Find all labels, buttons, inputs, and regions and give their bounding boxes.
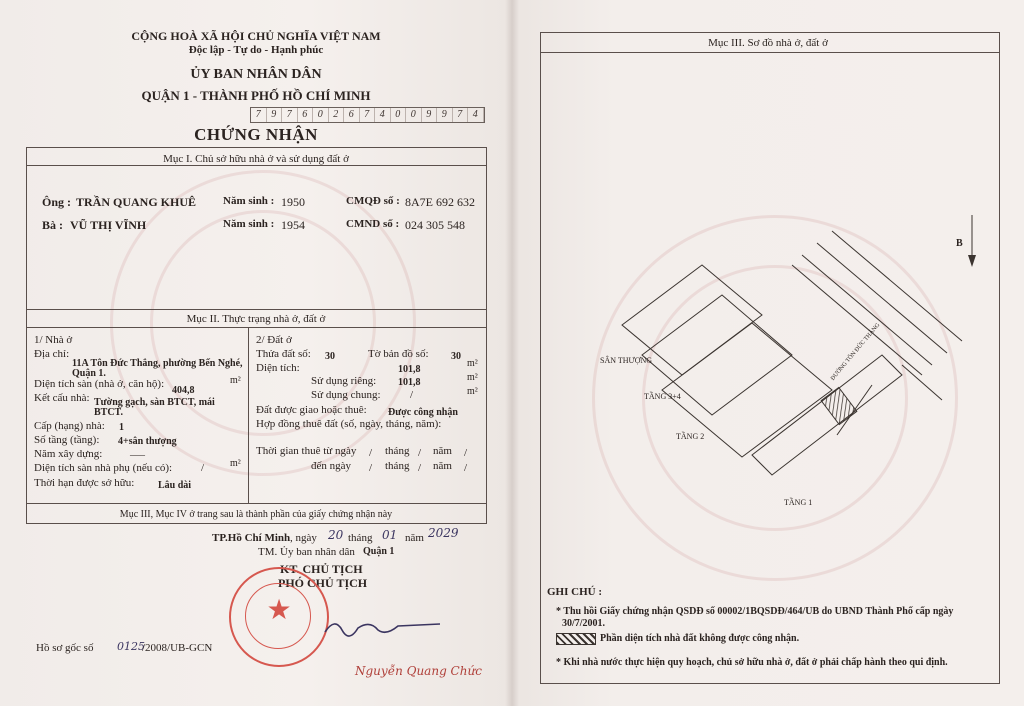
serial-digit: 0 (391, 108, 407, 122)
record-label: Hồ sơ gốc số (36, 642, 94, 654)
owner1-birth-label: Năm sinh : (223, 195, 275, 207)
floor-area-unit: m² (230, 375, 241, 386)
land-title: 2/ Đất ở (256, 334, 292, 346)
vice-chairman: PHÓ CHỦ TỊCH (278, 576, 368, 590)
owner2-id: 024 305 548 (405, 218, 465, 232)
structure-value-2: BTCT. (94, 407, 123, 418)
aux-area-value: / (201, 462, 205, 474)
sign-month: 01 (382, 528, 398, 542)
sign-year: 2029 (428, 526, 459, 540)
note-3: * Khi nhà nước thực hiện quy hoạch, chủ sở hữu nhà ở, đất ở phải chấp hành theo qui định. (556, 657, 948, 668)
serial-digit: 7 (282, 108, 298, 122)
lease-from-label: Thời gian thuê từ ngày (256, 445, 357, 457)
sign-year-label: năm (405, 532, 424, 544)
lease-from-month: / (418, 447, 422, 459)
serial-digit: 6 (344, 108, 360, 122)
signer-name: Nguyễn Quang Chức (355, 664, 482, 678)
district-title: QUẬN 1 - THÀNH PHỐ HỒ CHÍ MINH (141, 88, 371, 103)
grade-value: 1 (119, 422, 124, 433)
floor34-label: TẦNG 3+4 (644, 392, 681, 401)
owner2-birth: 1954 (281, 218, 305, 232)
note-1-cont: 30/7/2001. (562, 618, 606, 629)
serial-digit: 0 (313, 108, 329, 122)
term-label: Thời hạn được sở hữu: (34, 477, 135, 489)
kt-chairman: KT. CHỦ TỊCH (280, 562, 363, 576)
address-value: 11A Tôn Đức Thắng, phường Bến Nghé, (72, 358, 243, 369)
map-sheet-value: 30 (451, 351, 461, 362)
tm-committee: TM. Ủy ban nhân dân (258, 546, 355, 558)
floors-value: 4+sân thượng (118, 436, 177, 447)
owner2-name: VŨ THỊ VĨNH (70, 218, 147, 232)
note-2: Phần diện tích nhà đất không được công nhận. (600, 633, 800, 644)
lease-to-year: / (464, 462, 468, 474)
year-built-value: ___ (130, 446, 145, 457)
section3-heading: Mục III. Sơ đồ nhà ở, đất ở (708, 37, 828, 49)
sign-date-prefix: , ngày (290, 532, 317, 544)
plot-value: 30 (325, 351, 335, 362)
country-name: CỘNG HOÀ XÃ HỘI CHỦ NGHĨA VIỆT NAM (131, 29, 381, 43)
lease-to-year-label: năm (433, 460, 452, 472)
street-label: ĐƯỜNG TÔN ĐỨC THẮNG (830, 322, 882, 382)
lease-from-day: / (369, 447, 373, 459)
aux-area-unit: m² (230, 458, 241, 469)
serial-digit: 0 (406, 108, 422, 122)
land-area-label: Diện tích: (256, 362, 300, 374)
address-value-2: Quận 1. (72, 368, 106, 379)
plot-label: Thửa đất số: (256, 348, 311, 360)
owner1-birth: 1950 (281, 195, 305, 209)
serial-digit: 7 (453, 108, 469, 122)
certificate-title: CHỨNG NHẬN (194, 125, 318, 144)
authority: ỦY BAN NHÂN DÂN (190, 67, 322, 82)
lease-to-month-label: tháng (385, 460, 410, 472)
official-red-stamp: ★ (229, 567, 329, 667)
floor-area-value: 404,8 (172, 385, 195, 396)
page-fold (505, 0, 519, 706)
owner2-prefix: Bà : (42, 218, 63, 232)
owner1-prefix: Ông : (42, 195, 72, 209)
floors-label: Số tầng (tầng): (34, 434, 100, 446)
lease-contract-label: Hợp đồng thuê đất (số, ngày, tháng, năm): (256, 418, 442, 430)
structure-value: Tường gạch, sàn BTCT, mái (94, 397, 215, 408)
floor2-label: TẦNG 2 (676, 432, 705, 441)
hatch-legend-swatch (556, 633, 596, 645)
serial-digit: 6 (298, 108, 314, 122)
serial-digit: 4 (468, 108, 484, 122)
term-value: Lâu dài (158, 480, 192, 491)
land-area-value: 101,8 (398, 364, 421, 375)
serial-digit: 4 (375, 108, 391, 122)
land-area-unit: m² (467, 358, 478, 369)
record-suffix: /2008/UB-GCN (142, 642, 213, 654)
rooftop-label: SÂN THƯỢNG (600, 356, 653, 365)
lease-from-month-label: tháng (385, 445, 410, 457)
shared-use-value: / (410, 389, 414, 401)
serial-digit: 7 (360, 108, 376, 122)
floor1-label: TẦNG 1 (784, 498, 813, 507)
serial-digit: 9 (267, 108, 283, 122)
owner1-id: 8A7E 692 632 (405, 195, 475, 209)
serial-digit: 9 (437, 108, 453, 122)
north-arrow-label: B (956, 238, 963, 249)
sign-day: 20 (328, 528, 344, 542)
certificate-right-page (512, 0, 1024, 706)
serial-digit: 2 (329, 108, 345, 122)
aux-area-label: Diện tích sàn nhà phụ (nếu có): (34, 462, 173, 474)
allocation-value: Được công nhận (388, 407, 458, 418)
lease-to-day: / (369, 462, 373, 474)
house-title: 1/ Nhà ở (34, 334, 73, 346)
floor-plan-diagram (602, 205, 982, 510)
continuation-note: Mục III, Mục IV ở trang sau là thành phần của giấy chứng nhận này (119, 509, 393, 520)
motto: Độc lập - Tự do - Hạnh phúc (188, 44, 324, 56)
serial-number (250, 107, 485, 123)
notes-title: GHI CHÚ : (547, 586, 602, 598)
structure-label: Kết cấu nhà: (34, 392, 90, 404)
owner2-id-label: CMND số : (346, 218, 400, 230)
record-number: 0125 (117, 640, 145, 653)
floor-area-label: Diện tích sàn (nhà ở, căn hộ): (34, 378, 165, 390)
private-use-label: Sử dụng riêng: (311, 375, 377, 387)
shared-use-unit: m² (467, 386, 478, 397)
owner1-name: TRẦN QUANG KHUÊ (76, 195, 197, 209)
section1-heading: Mục I. Chủ sở hữu nhà ở và sử dụng đất ở (163, 153, 349, 165)
grade-label: Cấp (hạng) nhà: (34, 420, 105, 432)
private-use-unit: m² (467, 372, 478, 383)
shared-use-label: Sử dụng chung: (311, 389, 381, 401)
allocation-label: Đất được giao hoặc thuê: (256, 404, 367, 416)
serial-digit: 9 (422, 108, 438, 122)
lease-from-year-label: năm (433, 445, 452, 457)
private-use-value: 101,8 (398, 377, 421, 388)
owner1-id-label: CMQĐ số : (346, 195, 400, 207)
map-sheet-label: Tờ bản đồ số: (368, 348, 429, 360)
tm-district: Quận 1 (363, 546, 395, 557)
sign-place: TP.Hồ Chí Minh (212, 532, 291, 544)
section2-heading: Mục II. Thực trạng nhà ở, đất ở (186, 313, 326, 325)
lease-from-year: / (464, 447, 468, 459)
note-1: * Thu hồi Giấy chứng nhận QSDĐ số 00002/1BQSDĐ/464/UB do UBND Thành Phố cấp ngày (556, 606, 954, 617)
lease-to-label: đến ngày (311, 460, 352, 472)
year-built-label: Năm xây dựng: (34, 448, 103, 460)
sign-month-label: tháng (348, 532, 373, 544)
serial-digit: 7 (251, 108, 267, 122)
handwritten-signature (320, 612, 450, 642)
lease-to-month: / (418, 462, 422, 474)
address-label: Địa chỉ: (34, 348, 70, 360)
owner2-birth-label: Năm sinh : (223, 218, 275, 230)
